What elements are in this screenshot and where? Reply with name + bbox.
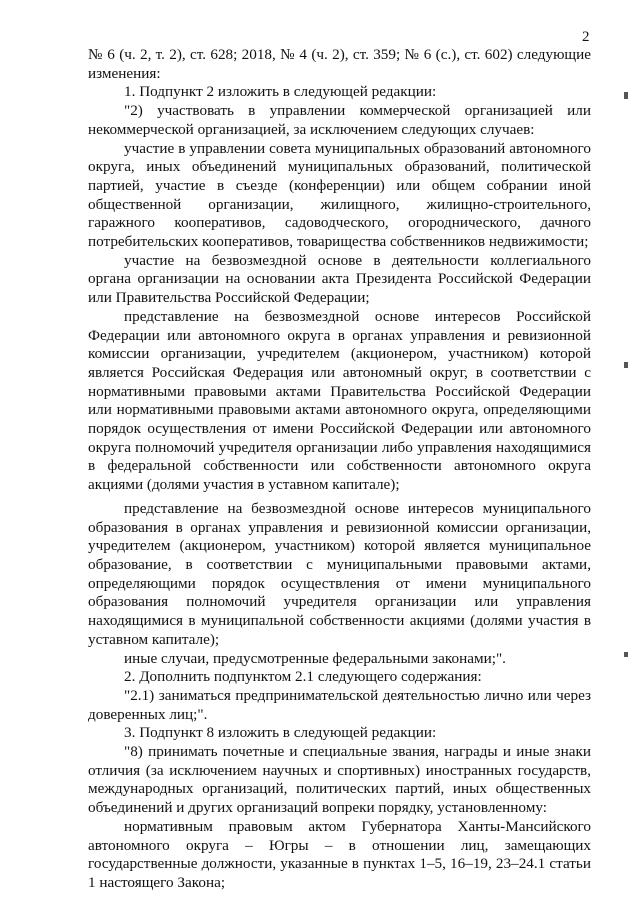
paragraph-item-1: 1. Подпункт 2 изложить в следующей редакции: <box>124 83 437 101</box>
paragraph-subitem-2-1: "2.1) заниматься предпринимательской деятельностью лично или через доверенных лиц;". <box>88 686 591 723</box>
paragraph-case-council: участие в управлении совета муниципальных образований автономного округа, иных объединений муниципальных образований, политической партией, участие в съезде (конференции) или общем собрании иной общественной организации, жилищного, жилищно-строительного, гаражного кооперативов, садоводческого, огороднического, дачного потребительских кооперативов, товарищества собственников недвижимости; <box>88 139 591 251</box>
document-body <box>88 46 591 893</box>
paragraph-subitem-8: "8) принимать почетные и специальные звания, награды и иные знаки отличия (за исключением научных и спортивных) иностранных государств, международных организаций, политических партий, иных общественных объединений и других организаций вопреки порядку, установленному: <box>88 743 591 817</box>
paragraph-item-2: 2. Дополнить подпунктом 2.1 следующего содержания: <box>124 668 482 686</box>
page-number: 2 <box>582 29 590 45</box>
scan-edge-mark <box>624 652 628 657</box>
paragraph-case-collegial: участие на безвозмездной основе в деятельности коллегиального органа организации на основании акта Президента Российской Федерации или Правительства Российской Федерации; <box>88 251 591 307</box>
paragraph-case-municipal: представление на безвозмездной основе интересов муниципального образования в органах управления и ревизионной комиссии организации, учредителем (акционером, участником) которой является муниципальное образование, в соответствии с муниципальными правовыми актами, определяющими порядок осуществления от имени муниципального образования полномочий учредителя организации или управления находящимися в муниципальной собственности акциями (долями участия в уставном капитале); <box>88 499 591 648</box>
scan-edge-mark <box>624 362 628 368</box>
scan-edge-mark <box>624 92 628 99</box>
paragraph-item-3: 3. Подпункт 8 изложить в следующей редакции: <box>124 724 437 742</box>
paragraph-subitem-2: "2) участвовать в управлении коммерческой организацией или некоммерческой организацией, за исключением следующих случаев: <box>88 102 591 138</box>
paragraph-case-federal: представление на безвозмездной основе интересов Российской Федерации или автономного округа в органах управления и ревизионной комиссии организации, учредителем (акционером, участником) которой является Российская Федерация или автономный округ, в соответствии с нормативными правовыми актами Правительства Российской Федерации или нормативными правовыми актами автономного округа, определяющими порядок осуществления от имени Российской Федерации или автономного округа полномочий учредителя организации либо управления находящимися в федеральной собственности или собственности автономного округа акциями (долями участия в уставном капитале); <box>88 307 591 494</box>
paragraph-case-other: иные случаи, предусмотренные федеральными законами;". <box>124 649 506 667</box>
paragraph-governor-act: нормативным правовым актом Губернатора Ханты-Мансийского автономного округа – Югры – в отношении лиц, замещающих государственные должности, указанные в пунктах 1–5, 16–19, 23–24.1 статьи 1 настоящего Закона; <box>88 817 591 891</box>
paragraph-intro-continuation: № 6 (ч. 2, т. 2), ст. 628; 2018, № 4 (ч. 2), ст. 359; № 6 (с.), ст. 602) следующие изменения: <box>88 46 591 82</box>
